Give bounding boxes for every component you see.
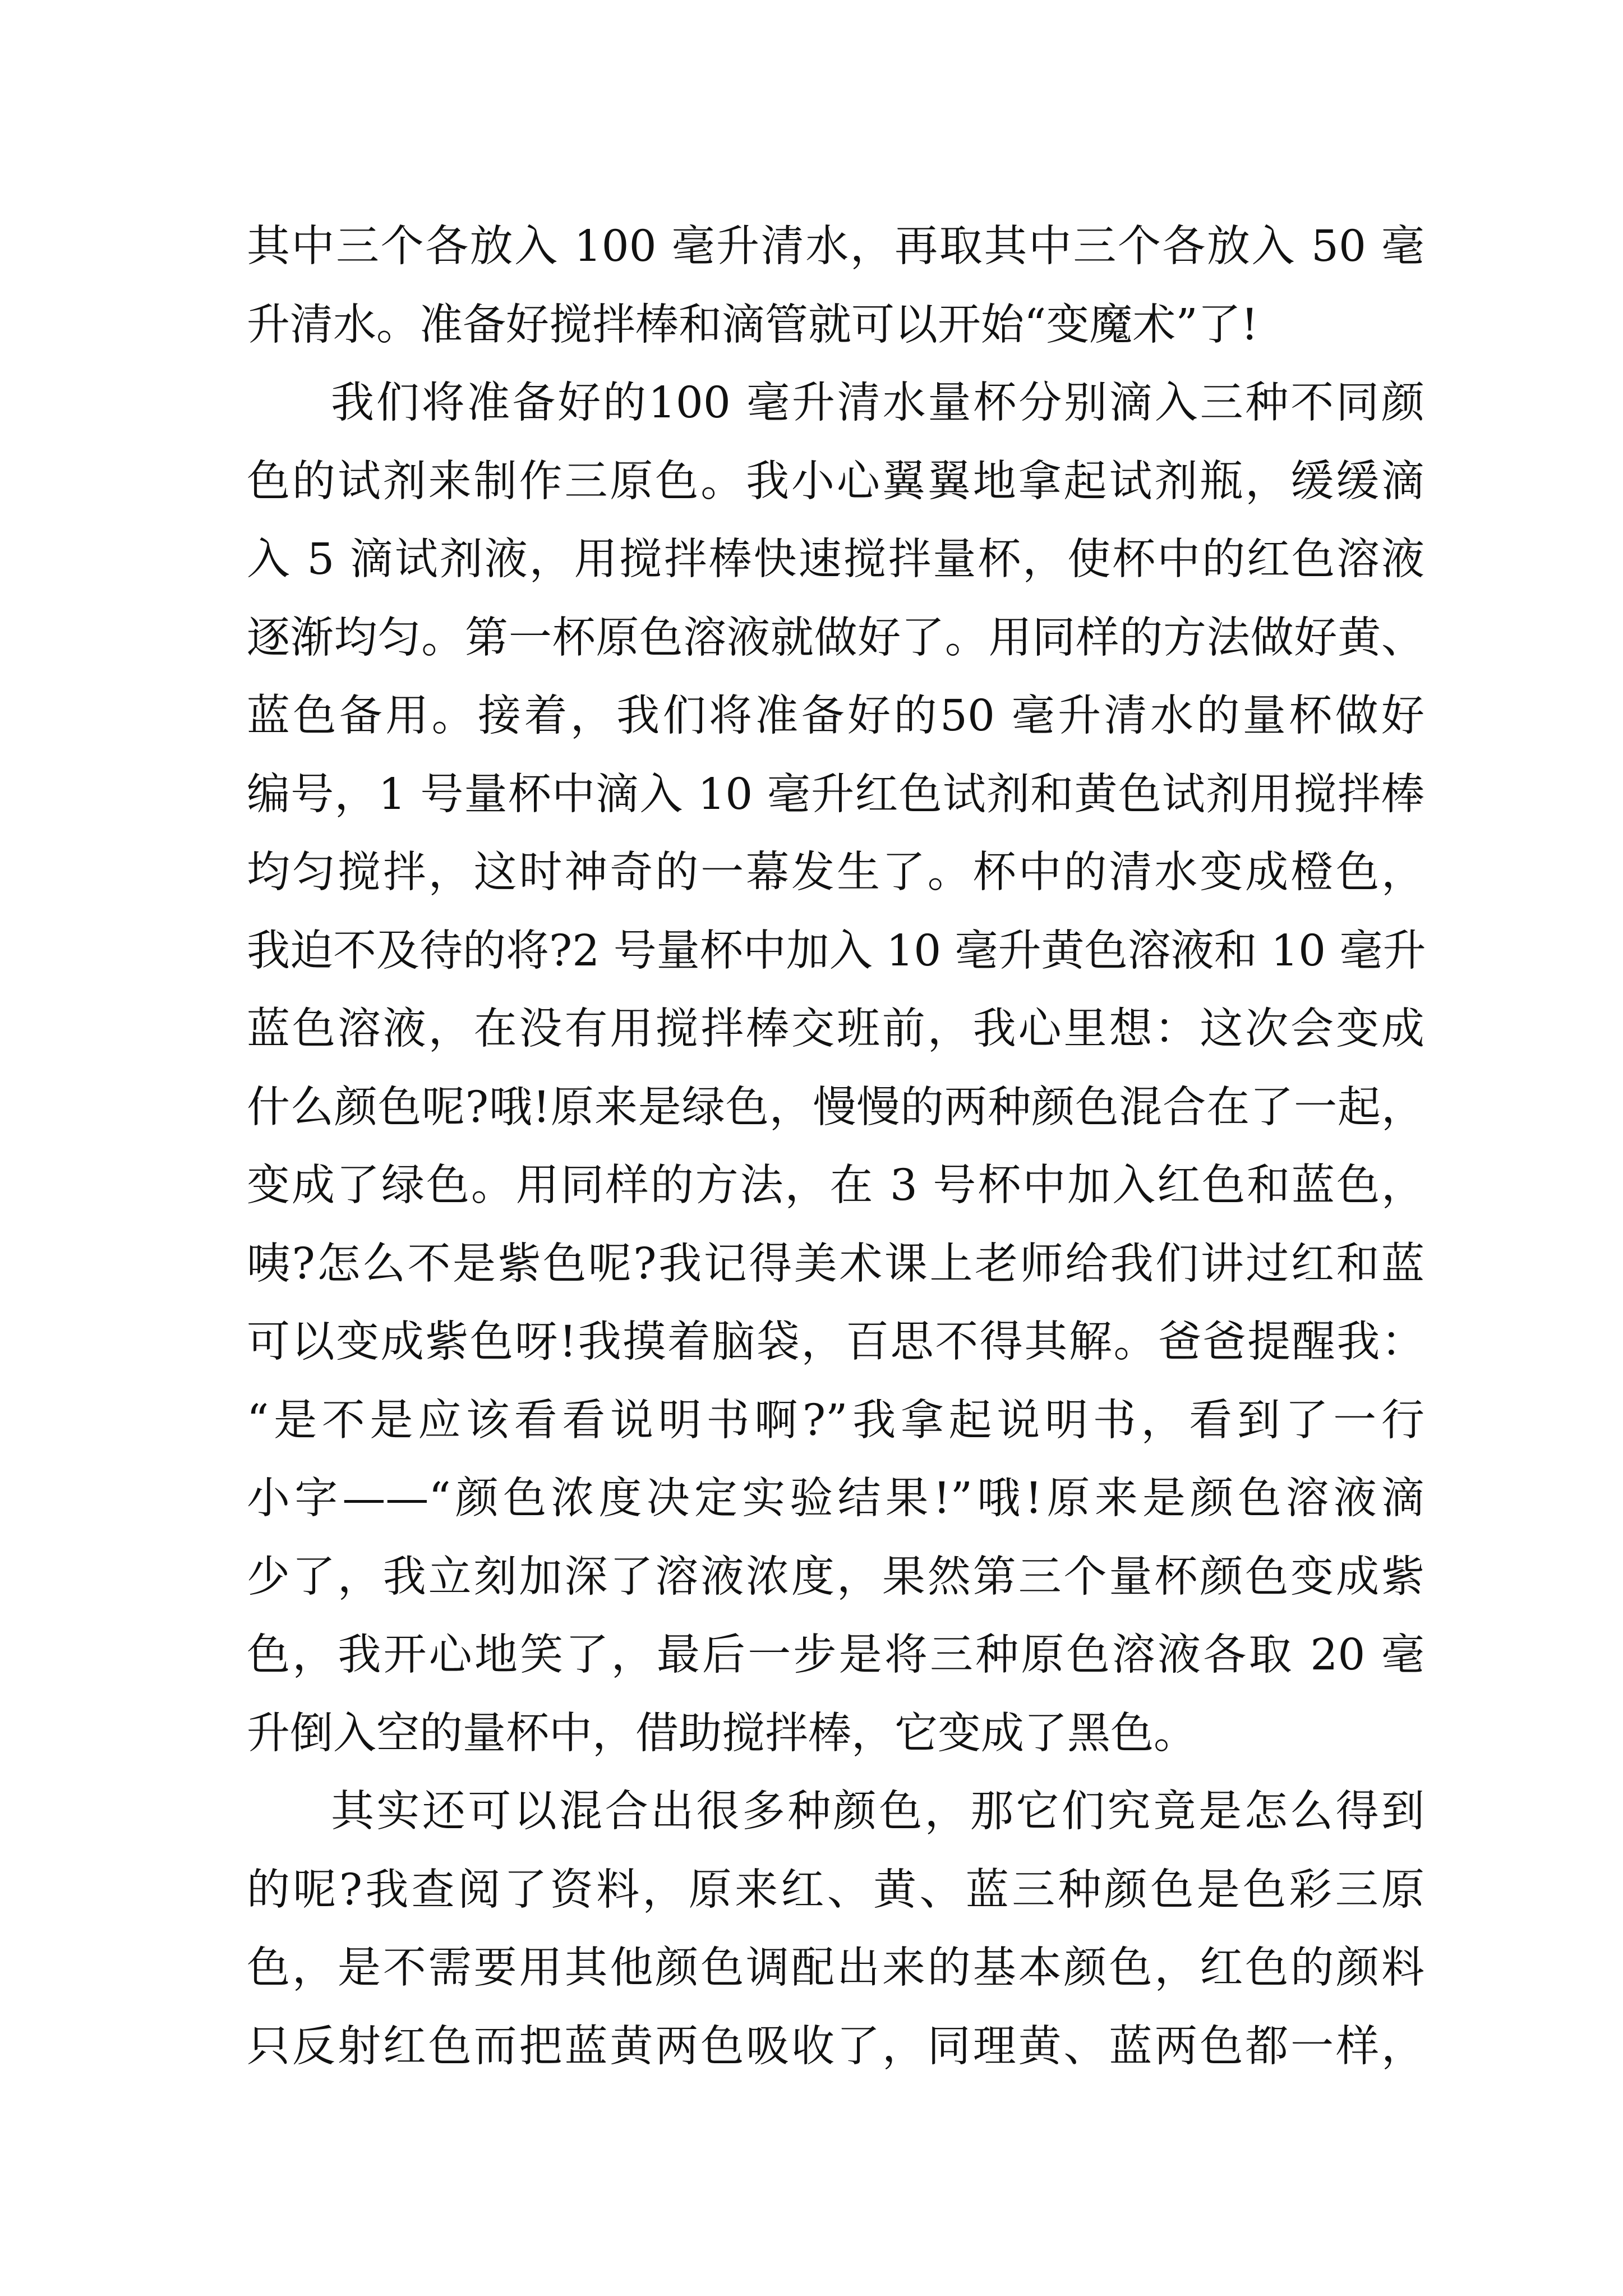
text-line-6: 逐渐均匀。第一杯原色溶液就做好了。用同样的方法做好黄、: [247, 613, 1424, 663]
text-line-24: 只反射红色而把蓝黄两色吸收了，同理黄、蓝两色都一样，: [247, 2021, 1424, 2072]
text-line-10: 我迫不及待的将?2 号量杯中加入 10 毫升黄色溶液和 10 毫升: [247, 926, 1426, 976]
text-line-23: 色，是不需要用其他颜色调配出来的基本颜色，红色的颜料: [247, 1943, 1424, 1993]
text-line-12: 什么颜色呢?哦!原来是绿色，慢慢的两种颜色混合在了一起，: [247, 1082, 1424, 1133]
text-line-15: 可以变成紫色呀!我摸着脑袋，百思不得其解。爸爸提醒我：: [247, 1317, 1424, 1367]
text-line-18: 少了，我立刻加深了溶液浓度，果然第三个量杯颜色变成紫: [247, 1552, 1424, 1602]
text-line-16: “是不是应该看看说明书啊?”我拿起说明书，看到了一行: [247, 1395, 1424, 1446]
text-line-19: 色，我开心地笑了，最后一步是将三种原色溶液各取 20 毫: [247, 1630, 1424, 1680]
text-line-4: 色的试剂来制作三原色。我小心翼翼地拿起试剂瓶，缓缓滴: [247, 456, 1424, 507]
text-line-3: 我们将准备好的100 毫升清水量杯分别滴入三种不同颜: [331, 378, 1424, 428]
text-line-8: 编号，1 号量杯中滴入 10 毫升红色试剂和黄色试剂用搅拌棒: [247, 769, 1424, 820]
text-line-13: 变成了绿色。用同样的方法，在 3 号杯中加入红色和蓝色，: [247, 1161, 1424, 1211]
text-line-21: 其实还可以混合出很多种颜色，那它们究竟是怎么得到: [331, 1787, 1424, 1837]
text-line-11: 蓝色溶液，在没有用搅拌棒交班前，我心里想：这次会变成: [247, 1004, 1424, 1054]
text-line-14: 咦?怎么不是紫色呢?我记得美术课上老师给我们讲过红和蓝: [247, 1239, 1424, 1289]
document-body: [247, 208, 1424, 2086]
text-line-5: 入 5 滴试剂液，用搅拌棒快速搅拌量杯，使杯中的红色溶液: [247, 535, 1424, 585]
text-line-17: 小字——“颜色浓度决定实验结果!”哦!原来是颜色溶液滴: [247, 1474, 1424, 1524]
text-line-22: 的呢?我查阅了资料，原来红、黄、蓝三种颜色是色彩三原: [247, 1865, 1424, 1915]
text-line-2: 升清水。准备好搅拌棒和滴管就可以开始“变魔术”了!: [247, 300, 1258, 350]
text-line-9: 均匀搅拌，这时神奇的一幕发生了。杯中的清水变成橙色，: [247, 848, 1424, 898]
text-line-7: 蓝色备用。接着，我们将准备好的50 毫升清水的量杯做好: [247, 691, 1424, 741]
text-line-1: 其中三个各放入 100 毫升清水，再取其中三个各放入 50 毫: [247, 222, 1424, 272]
text-line-20: 升倒入空的量杯中，借助搅拌棒，它变成了黑色。: [247, 1708, 1197, 1759]
